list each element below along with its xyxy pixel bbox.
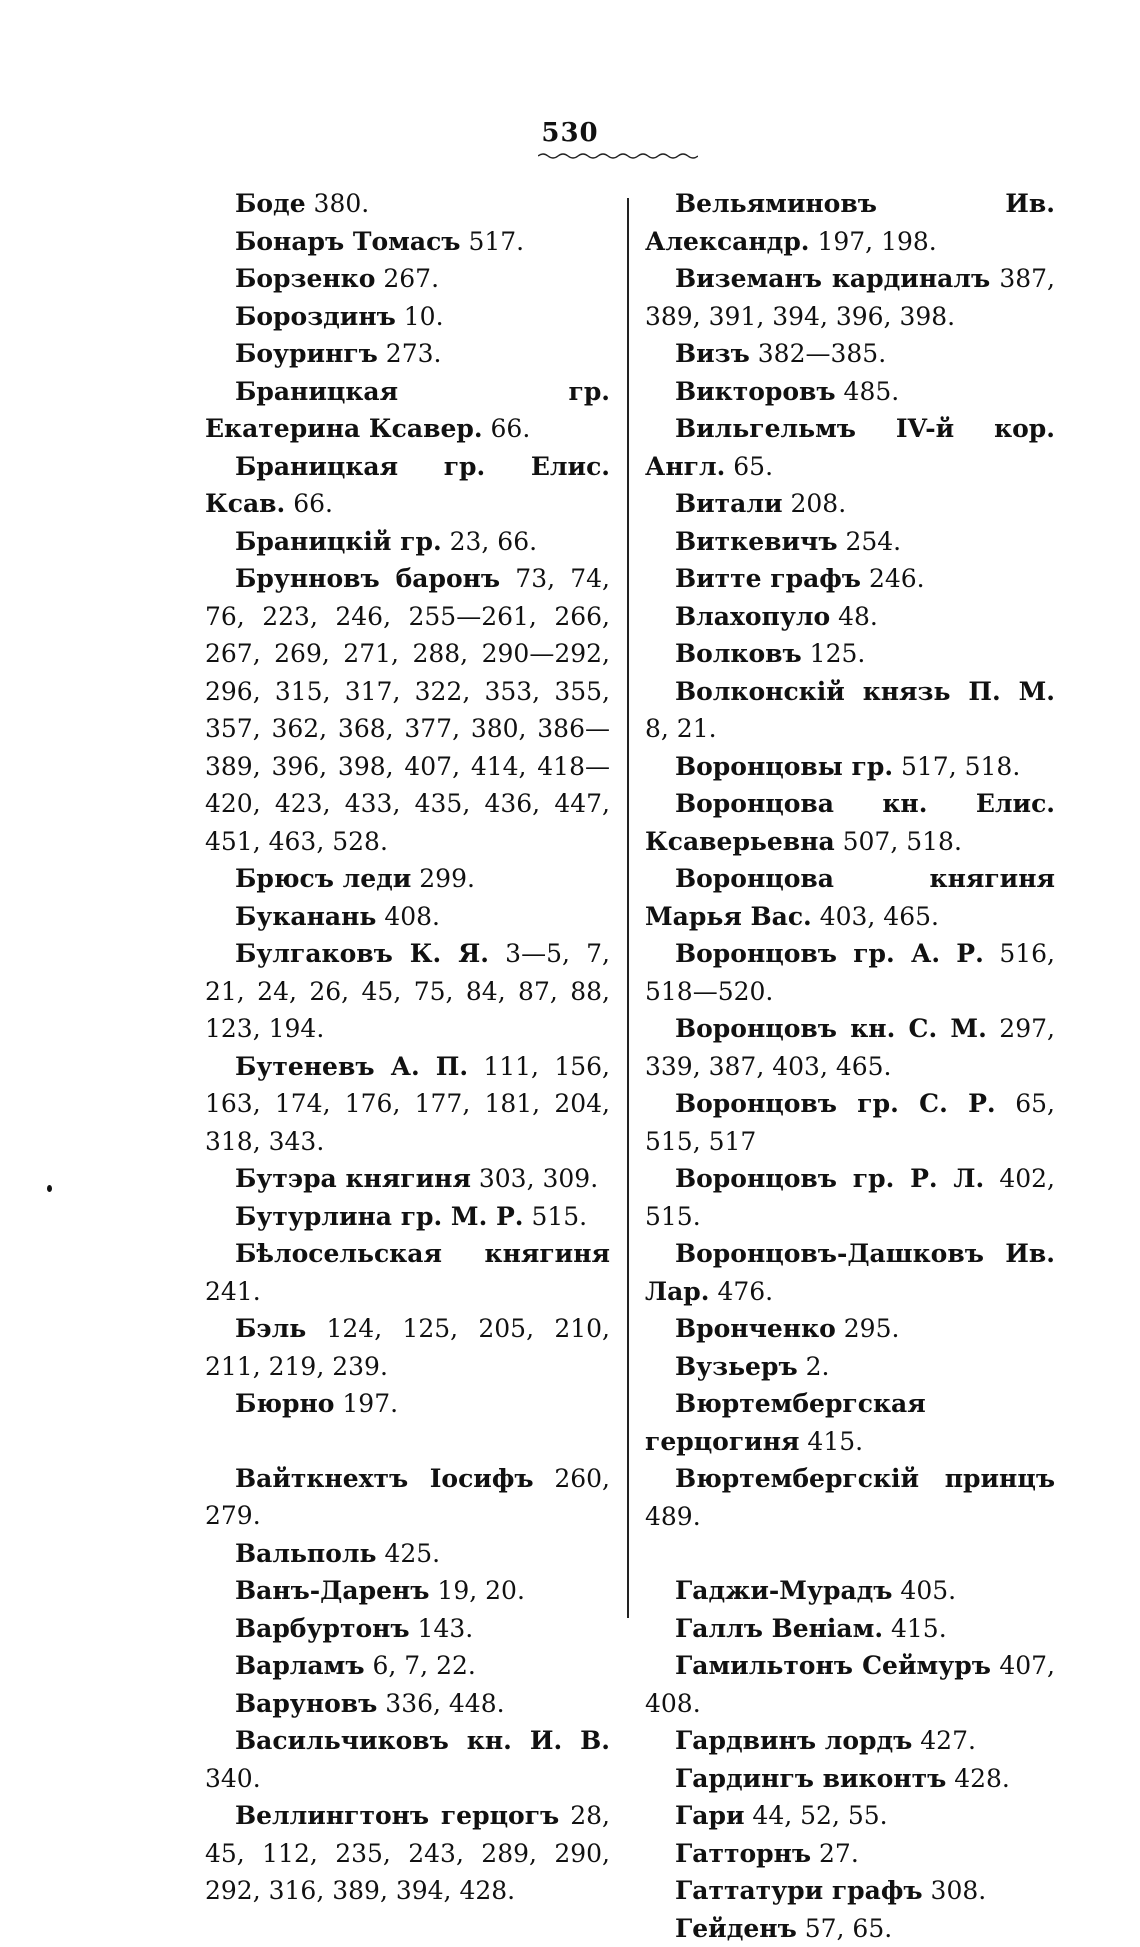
index-entry xyxy=(645,748,1055,786)
index-entry xyxy=(205,335,610,373)
entry-page-refs: 382—385. xyxy=(750,339,886,368)
entry-name: Варламъ xyxy=(235,1651,365,1680)
ink-dot xyxy=(47,1185,52,1192)
entry-page-refs: 27. xyxy=(811,1839,859,1868)
entry-page-refs: 402, 515. xyxy=(645,1164,1055,1231)
entry-page-refs: 340. xyxy=(205,1764,261,1793)
index-entry xyxy=(645,1647,1055,1722)
index-entry xyxy=(645,1760,1055,1798)
index-entry xyxy=(645,1310,1055,1348)
entry-name: Влахопуло xyxy=(675,602,830,631)
entry-name: Браницкій гр. xyxy=(235,527,442,556)
index-entry xyxy=(205,898,610,936)
entry-page-refs: 387, 389, 391, 394, 396, 398. xyxy=(645,264,1055,331)
entry-page-refs: 507, 518. xyxy=(835,827,962,856)
index-entry xyxy=(645,1572,1055,1610)
entry-page-refs: 73, 74, 76, 223, 246, 255—261, 266, 267, 269, 271, 288, 290—292, 296, 315, 317, 322, 353, 355, 357, 362, 368, 377, 380, 386—389, 396, 398, 407, 414, 418—420, 423, 433, 435, 436, 447, 451, 463, 528. xyxy=(205,564,610,856)
entry-name: Волковъ xyxy=(675,639,802,668)
entry-page-refs: 111, 156, 163, 174, 176, 177, 181, 204, 318, 343. xyxy=(205,1052,610,1156)
index-entry xyxy=(645,1460,1055,1535)
entry-name: Брунновъ баронъ xyxy=(235,564,500,593)
entry-page-refs: 2. xyxy=(798,1352,830,1381)
index-entry xyxy=(205,935,610,1048)
index-entry xyxy=(645,335,1055,373)
index-entry xyxy=(645,373,1055,411)
entry-page-refs: 295. xyxy=(836,1314,900,1343)
entry-name: Бонаръ Томасъ xyxy=(235,227,461,256)
entry-name: Воронцова княгиня Марья Вас. xyxy=(645,864,1055,931)
entry-name: Вельяминовъ Ив. Александр. xyxy=(645,189,1055,256)
entry-name: Гаджи-Мурадъ xyxy=(675,1576,892,1605)
entry-page-refs: 197. xyxy=(334,1389,398,1418)
entry-page-refs: 308. xyxy=(923,1876,987,1905)
entry-page-refs: 65, 515, 517 xyxy=(645,1089,1055,1156)
ornament-rule xyxy=(538,152,698,160)
index-entry xyxy=(645,1348,1055,1386)
entry-page-refs: 415. xyxy=(799,1427,863,1456)
index-column-left xyxy=(205,185,610,1910)
entry-page-refs: 489. xyxy=(645,1502,701,1531)
entry-page-refs: 336, 448. xyxy=(377,1689,504,1718)
entry-page-refs: 143. xyxy=(410,1614,474,1643)
entry-name: Визъ xyxy=(675,339,750,368)
index-entry xyxy=(645,1797,1055,1835)
entry-name: Витте графъ xyxy=(675,564,861,593)
index-entry xyxy=(205,298,610,336)
index-entry xyxy=(645,1610,1055,1648)
entry-name: Веллингтонъ герцогъ xyxy=(235,1801,559,1830)
entry-name: Гардингъ виконтъ xyxy=(675,1764,946,1793)
index-entry xyxy=(205,1160,610,1198)
index-entry xyxy=(645,560,1055,598)
entry-name: Вюртембергская герцогиня xyxy=(645,1389,926,1456)
index-entry xyxy=(645,410,1055,485)
entry-page-refs: 197, 198. xyxy=(810,227,937,256)
entry-page-refs: 3—5, 7, 21, 24, 26, 45, 75, 84, 87, 88, 123, 194. xyxy=(205,939,610,1043)
index-entry xyxy=(205,1235,610,1310)
entry-name: Буканань xyxy=(235,902,376,931)
index-entry xyxy=(205,1460,610,1535)
index-entry xyxy=(645,785,1055,860)
entry-page-refs: 44, 52, 55. xyxy=(744,1801,887,1830)
entry-page-refs: 407, 408. xyxy=(645,1651,1055,1718)
index-entry xyxy=(645,1085,1055,1160)
index-entry xyxy=(205,1797,610,1910)
entry-name: Вайткнехтъ Іосифъ xyxy=(235,1464,534,1493)
index-entry xyxy=(205,223,610,261)
entry-name: Вюртембергскій принцъ xyxy=(675,1464,1055,1493)
index-entry xyxy=(645,485,1055,523)
index-entry xyxy=(645,523,1055,561)
entry-page-refs: 254. xyxy=(838,527,902,556)
entry-name: Воронцовъ кн. С. М. xyxy=(675,1014,987,1043)
entry-name: Воронцовы гр. xyxy=(675,752,893,781)
index-entry xyxy=(205,373,610,448)
index-entry xyxy=(645,1910,1055,1947)
entry-name: Боурингъ xyxy=(235,339,378,368)
index-entry xyxy=(205,1722,610,1797)
index-entry xyxy=(205,1610,610,1648)
entry-page-refs: 6, 7, 22. xyxy=(365,1651,476,1680)
entry-name: Гатторнъ xyxy=(675,1839,811,1868)
entry-name: Волконскій князь П. М. xyxy=(675,677,1055,706)
entry-page-refs: 425. xyxy=(377,1539,441,1568)
entry-name: Браницкая гр. Екатерина Ксавер. xyxy=(205,377,610,444)
index-entry xyxy=(645,260,1055,335)
index-entry xyxy=(205,523,610,561)
index-entry xyxy=(205,1535,610,1573)
entry-name: Виземанъ кардиналъ xyxy=(675,264,990,293)
entry-page-refs: 515. xyxy=(524,1202,588,1231)
index-entry xyxy=(205,1572,610,1610)
entry-name: Гаттатури графъ xyxy=(675,1876,923,1905)
index-entry xyxy=(205,1048,610,1161)
entry-name: Воронцовъ гр. А. Р. xyxy=(675,939,984,968)
entry-page-refs: 516, 518—520. xyxy=(645,939,1055,1006)
entry-page-refs: 415. xyxy=(883,1614,947,1643)
entry-page-refs: 28, 45, 112, 235, 243, 289, 290, 292, 316, 389, 394, 428. xyxy=(205,1801,610,1905)
entry-page-refs: 66. xyxy=(483,414,531,443)
entry-name: Варуновъ xyxy=(235,1689,377,1718)
page-number: 530 xyxy=(0,118,1140,148)
index-entry xyxy=(645,1235,1055,1310)
entry-name: Воронцова кн. Елис. Ксаверьевна xyxy=(645,789,1055,856)
entry-name: Галлъ Веніам. xyxy=(675,1614,883,1643)
entry-page-refs: 267. xyxy=(375,264,439,293)
entry-page-refs: 124, 125, 205, 210, 211, 219, 239. xyxy=(205,1314,610,1381)
entry-name: Бутэра княгиня xyxy=(235,1164,471,1193)
index-entry xyxy=(645,635,1055,673)
entry-page-refs: 428. xyxy=(946,1764,1010,1793)
entry-page-refs: 65. xyxy=(725,452,773,481)
index-column-right xyxy=(645,185,1055,1947)
entry-page-refs: 299. xyxy=(411,864,475,893)
entry-name: Вронченко xyxy=(675,1314,836,1343)
entry-page-refs: 246. xyxy=(861,564,925,593)
entry-page-refs: 48. xyxy=(830,602,878,631)
entry-page-refs: 380. xyxy=(306,189,370,218)
index-entry xyxy=(645,860,1055,935)
index-entry xyxy=(645,1160,1055,1235)
entry-name: Бѣлосельская княгиня xyxy=(235,1239,610,1268)
entry-name: Воронцовъ-Дашковъ Ив. Лар. xyxy=(645,1239,1055,1306)
entry-page-refs: 125. xyxy=(802,639,866,668)
index-entry xyxy=(645,1835,1055,1873)
entry-name: Бутурлина гр. М. Р. xyxy=(235,1202,524,1231)
entry-name: Виткевичъ xyxy=(675,527,838,556)
entry-page-refs: 517, 518. xyxy=(893,752,1020,781)
entry-page-refs: 241. xyxy=(205,1277,261,1306)
entry-name: Бюрно xyxy=(235,1389,334,1418)
entry-name: Варбуртонъ xyxy=(235,1614,410,1643)
entry-name: Витали xyxy=(675,489,783,518)
index-entry xyxy=(645,598,1055,636)
section-gap xyxy=(645,1535,1055,1572)
entry-page-refs: 23, 66. xyxy=(442,527,537,556)
index-entry xyxy=(205,1198,610,1236)
entry-name: Гамильтонъ Сеймуръ xyxy=(675,1651,991,1680)
entry-page-refs: 19, 20. xyxy=(429,1576,524,1605)
entry-page-refs: 405. xyxy=(892,1576,956,1605)
entry-page-refs: 427. xyxy=(912,1726,976,1755)
index-entry xyxy=(645,185,1055,260)
index-entry xyxy=(205,1310,610,1385)
index-entry xyxy=(645,1010,1055,1085)
entry-name: Воронцовъ гр. С. Р. xyxy=(675,1089,996,1118)
column-divider xyxy=(627,198,629,1618)
entry-name: Борзенко xyxy=(235,264,375,293)
entry-page-refs: 8, 21. xyxy=(645,714,717,743)
entry-name: Вузьеръ xyxy=(675,1352,798,1381)
entry-name: Вальполь xyxy=(235,1539,377,1568)
entry-name: Воронцовъ гр. Р. Л. xyxy=(675,1164,984,1193)
entry-name: Гари xyxy=(675,1801,744,1830)
entry-page-refs: 260, 279. xyxy=(205,1464,610,1531)
index-entry xyxy=(205,1385,610,1423)
index-entry xyxy=(205,260,610,298)
entry-page-refs: 303, 309. xyxy=(471,1164,598,1193)
entry-page-refs: 66. xyxy=(285,489,333,518)
entry-name: Брюсъ леди xyxy=(235,864,411,893)
entry-name: Викторовъ xyxy=(675,377,836,406)
entry-name: Бэль xyxy=(235,1314,306,1343)
index-entry xyxy=(205,560,610,860)
index-entry xyxy=(205,1647,610,1685)
index-entry xyxy=(645,1872,1055,1910)
entry-page-refs: 10. xyxy=(396,302,444,331)
index-entry xyxy=(645,1722,1055,1760)
entry-name: Булгаковъ К. Я. xyxy=(235,939,489,968)
index-entry xyxy=(205,448,610,523)
entry-name: Бороздинъ xyxy=(235,302,396,331)
entry-name: Гейденъ xyxy=(675,1914,797,1943)
entry-name: Браницкая гр. Елис. Ксав. xyxy=(205,452,610,519)
entry-page-refs: 403, 465. xyxy=(812,902,939,931)
entry-name: Вильгельмъ IV-й кор. Англ. xyxy=(645,414,1055,481)
entry-page-refs: 273. xyxy=(378,339,442,368)
entry-page-refs: 517. xyxy=(461,227,525,256)
index-entry xyxy=(645,935,1055,1010)
entry-name: Боде xyxy=(235,189,306,218)
entry-name: Гардвинъ лордъ xyxy=(675,1726,912,1755)
entry-page-refs: 485. xyxy=(836,377,900,406)
entry-page-refs: 476. xyxy=(710,1277,774,1306)
entry-name: Ванъ-Даренъ xyxy=(235,1576,429,1605)
index-entry xyxy=(645,1385,1055,1460)
entry-page-refs: 408. xyxy=(376,902,440,931)
index-entry xyxy=(645,673,1055,748)
entry-name: Васильчиковъ кн. И. В. xyxy=(235,1726,610,1755)
index-entry xyxy=(205,185,610,223)
section-gap xyxy=(205,1423,610,1460)
index-entry xyxy=(205,860,610,898)
entry-page-refs: 208. xyxy=(783,489,847,518)
index-entry xyxy=(205,1685,610,1723)
entry-name: Бутеневъ А. П. xyxy=(235,1052,468,1081)
entry-page-refs: 297, 339, 387, 403, 465. xyxy=(645,1014,1055,1081)
entry-page-refs: 57, 65. xyxy=(797,1914,892,1943)
